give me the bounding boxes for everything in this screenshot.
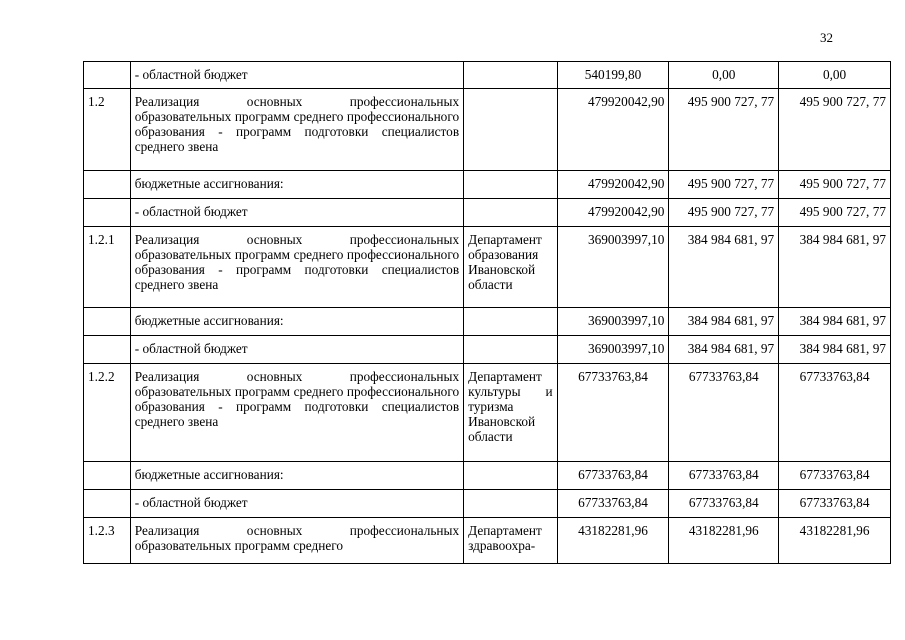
row-number: [84, 62, 131, 89]
row-number: [84, 308, 131, 336]
table-row: [84, 171, 891, 199]
table-row: [84, 227, 891, 308]
row-value-2: 384 984 681, 97: [669, 336, 779, 364]
row-department: [464, 62, 558, 89]
row-number: [84, 199, 131, 227]
table-row: [84, 89, 891, 171]
row-department: Департамент культуры и туризма Ивановской области: [464, 364, 558, 462]
row-value-2: 43182281,96: [669, 518, 779, 564]
row-value-2: 495 900 727, 77: [669, 89, 779, 171]
row-description: бюджетные ассигнования:: [130, 171, 463, 199]
row-value-1: 540199,80: [557, 62, 669, 89]
row-number: 1.2.2: [84, 364, 131, 462]
row-value-2: 495 900 727, 77: [669, 171, 779, 199]
row-value-2: 67733763,84: [669, 490, 779, 518]
row-value-3: 0,00: [779, 62, 891, 89]
row-description: бюджетные ассигнования:: [130, 462, 463, 490]
row-value-3: 384 984 681, 97: [779, 308, 891, 336]
row-value-3: 384 984 681, 97: [779, 336, 891, 364]
table-row: [84, 462, 891, 490]
row-value-3: 67733763,84: [779, 364, 891, 462]
row-value-1: 67733763,84: [557, 462, 669, 490]
row-department: Департамент образования Ивановской области: [464, 227, 558, 308]
row-description: - областной бюджет: [130, 62, 463, 89]
row-value-2: 67733763,84: [669, 364, 779, 462]
row-value-2: 384 984 681, 97: [669, 308, 779, 336]
row-department: [464, 308, 558, 336]
table-row: [84, 518, 891, 564]
row-value-1: 479920042,90: [557, 89, 669, 171]
row-department: [464, 462, 558, 490]
row-number: [84, 171, 131, 199]
row-description: бюджетные ассигнования:: [130, 308, 463, 336]
row-value-3: 43182281,96: [779, 518, 891, 564]
row-value-1: 479920042,90: [557, 171, 669, 199]
row-value-2: 495 900 727, 77: [669, 199, 779, 227]
row-value-1: 369003997,10: [557, 227, 669, 308]
row-value-2: 0,00: [669, 62, 779, 89]
row-department: [464, 199, 558, 227]
row-department: [464, 490, 558, 518]
row-number: [84, 336, 131, 364]
table-row: [84, 336, 891, 364]
row-department: [464, 336, 558, 364]
row-description: - областной бюджет: [130, 336, 463, 364]
row-value-3: 495 900 727, 77: [779, 171, 891, 199]
page-number: 32: [820, 30, 833, 45]
row-value-1: 67733763,84: [557, 364, 669, 462]
row-department: [464, 89, 558, 171]
table-row: [84, 199, 891, 227]
row-number: 1.2: [84, 89, 131, 171]
table-row: [84, 490, 891, 518]
row-description: Реализация основных профессиональных образовательных программ среднего: [130, 518, 463, 564]
row-description: Реализация основных профессиональных образовательных программ среднего профессионального образования - программ подготовки специалистов среднего звена: [130, 227, 463, 308]
row-value-3: 67733763,84: [779, 462, 891, 490]
row-department: Департамент здравоохра-: [464, 518, 558, 564]
row-value-3: 67733763,84: [779, 490, 891, 518]
row-value-1: 43182281,96: [557, 518, 669, 564]
row-value-3: 495 900 727, 77: [779, 199, 891, 227]
row-department: [464, 171, 558, 199]
row-description: - областной бюджет: [130, 199, 463, 227]
row-number: 1.2.3: [84, 518, 131, 564]
row-description: Реализация основных профессиональных образовательных программ среднего профессионального образования - программ подготовки специалистов среднего звена: [130, 89, 463, 171]
row-number: 1.2.1: [84, 227, 131, 308]
row-description: Реализация основных профессиональных образовательных программ среднего профессионального образования - программ подготовки специалистов среднего звена: [130, 364, 463, 462]
row-value-1: 369003997,10: [557, 308, 669, 336]
table-row: [84, 308, 891, 336]
row-value-2: 384 984 681, 97: [669, 227, 779, 308]
table-row: [84, 364, 891, 462]
row-value-1: 67733763,84: [557, 490, 669, 518]
row-value-3: 384 984 681, 97: [779, 227, 891, 308]
row-description: - областной бюджет: [130, 490, 463, 518]
row-number: [84, 490, 131, 518]
row-value-1: 479920042,90: [557, 199, 669, 227]
budget-table: [83, 61, 891, 564]
row-value-2: 67733763,84: [669, 462, 779, 490]
row-number: [84, 462, 131, 490]
row-value-3: 495 900 727, 77: [779, 89, 891, 171]
row-value-1: 369003997,10: [557, 336, 669, 364]
table-row: [84, 62, 891, 89]
